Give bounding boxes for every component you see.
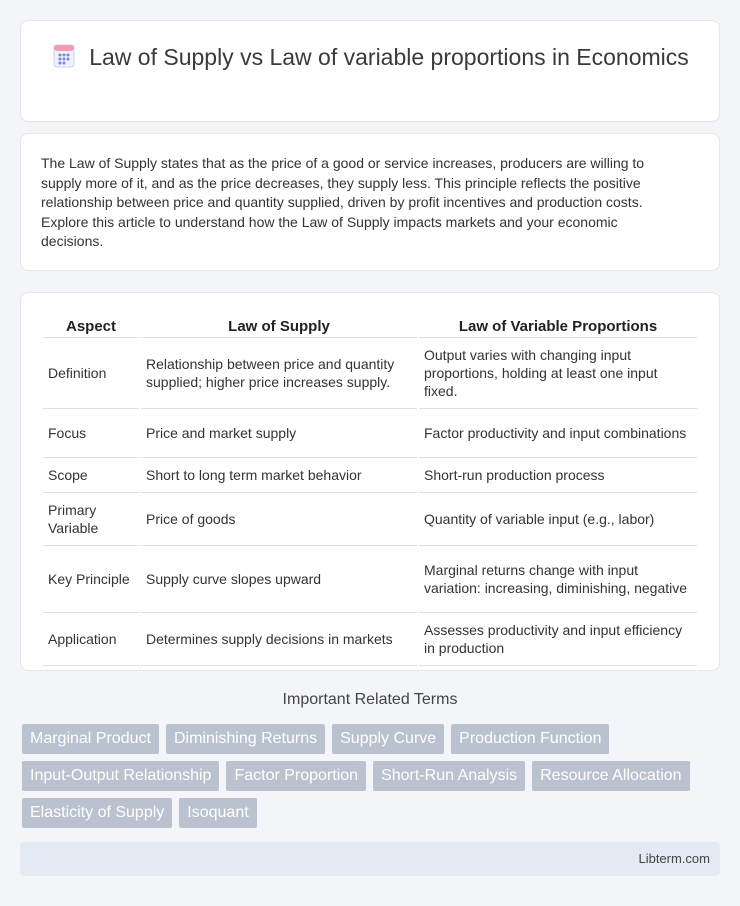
footer-brand[interactable]: Libterm.com <box>638 851 710 866</box>
row-aspect: Focus <box>43 409 139 458</box>
document-icon <box>53 44 75 68</box>
comparison-card <box>20 292 720 671</box>
row-variable-proportions: Short-run production process <box>419 458 697 493</box>
row-variable-proportions: Output varies with changing input proportions, holding at least one input fixed. <box>419 338 697 409</box>
row-aspect: Application <box>43 613 139 666</box>
page-title-row <box>21 43 721 72</box>
row-variable-proportions: Assesses productivity and input efficiency in production <box>419 613 697 666</box>
row-variable-proportions: Quantity of variable input (e.g., labor) <box>419 493 697 546</box>
comparison-table <box>41 313 699 666</box>
row-supply: Price of goods <box>141 493 417 546</box>
tag-factor-proportion[interactable]: Factor Proportion <box>226 761 366 791</box>
header-law-of-variable-proportions: Law of Variable Proportions <box>419 313 697 338</box>
row-aspect: Scope <box>43 458 139 493</box>
row-supply: Relationship between price and quantity supplied; higher price increases supply. <box>141 338 417 409</box>
row-variable-proportions: Factor productivity and input combinations <box>419 409 697 458</box>
intro-paragraph: The Law of Supply states that as the price of a good or service increases, producers are willing to supply more of it, and as the price decreases, they supply less. This principle reflects the positive relationship between price and quantity supplied, driven by profit incentives and production costs. Explore this article to understand how the Law of Supply impacts markets and your economic decisions. <box>41 155 645 250</box>
tag-production-function[interactable]: Production Function <box>451 724 609 754</box>
tag-marginal-product[interactable]: Marginal Product <box>22 724 159 754</box>
table-header-row <box>43 313 697 338</box>
tag-diminishing-returns[interactable]: Diminishing Returns <box>166 724 325 754</box>
tag-isoquant[interactable]: Isoquant <box>179 798 256 828</box>
table-row <box>43 338 697 409</box>
tag-resource-allocation[interactable]: Resource Allocation <box>532 761 689 791</box>
header-law-of-supply: Law of Supply <box>141 313 417 338</box>
row-supply: Short to long term market behavior <box>141 458 417 493</box>
table-row <box>43 546 697 613</box>
row-supply: Price and market supply <box>141 409 417 458</box>
header-aspect: Aspect <box>43 313 139 338</box>
table-row <box>43 613 697 666</box>
row-supply: Determines supply decisions in markets <box>141 613 417 666</box>
tag-elasticity-of-supply[interactable]: Elasticity of Supply <box>22 798 172 828</box>
page-title: Law of Supply vs Law of variable proportions in Economics <box>89 44 689 70</box>
tag-short-run-analysis[interactable]: Short-Run Analysis <box>373 761 525 791</box>
table-row <box>43 458 697 493</box>
intro-card <box>20 133 720 271</box>
related-terms-heading: Important Related Terms <box>282 691 458 708</box>
row-supply: Supply curve slopes upward <box>141 546 417 613</box>
row-aspect: Primary Variable <box>43 493 139 546</box>
row-aspect: Definition <box>43 338 139 409</box>
row-aspect: Key Principle <box>43 546 139 613</box>
footer <box>20 842 720 876</box>
table-row <box>43 409 697 458</box>
table-row <box>43 493 697 546</box>
tag-supply-curve[interactable]: Supply Curve <box>332 724 444 754</box>
tag-input-output-relationship[interactable]: Input-Output Relationship <box>22 761 219 791</box>
header-card <box>20 20 720 122</box>
row-variable-proportions: Marginal returns change with input variation: increasing, diminishing, negative <box>419 546 697 613</box>
related-terms-list <box>22 724 702 828</box>
